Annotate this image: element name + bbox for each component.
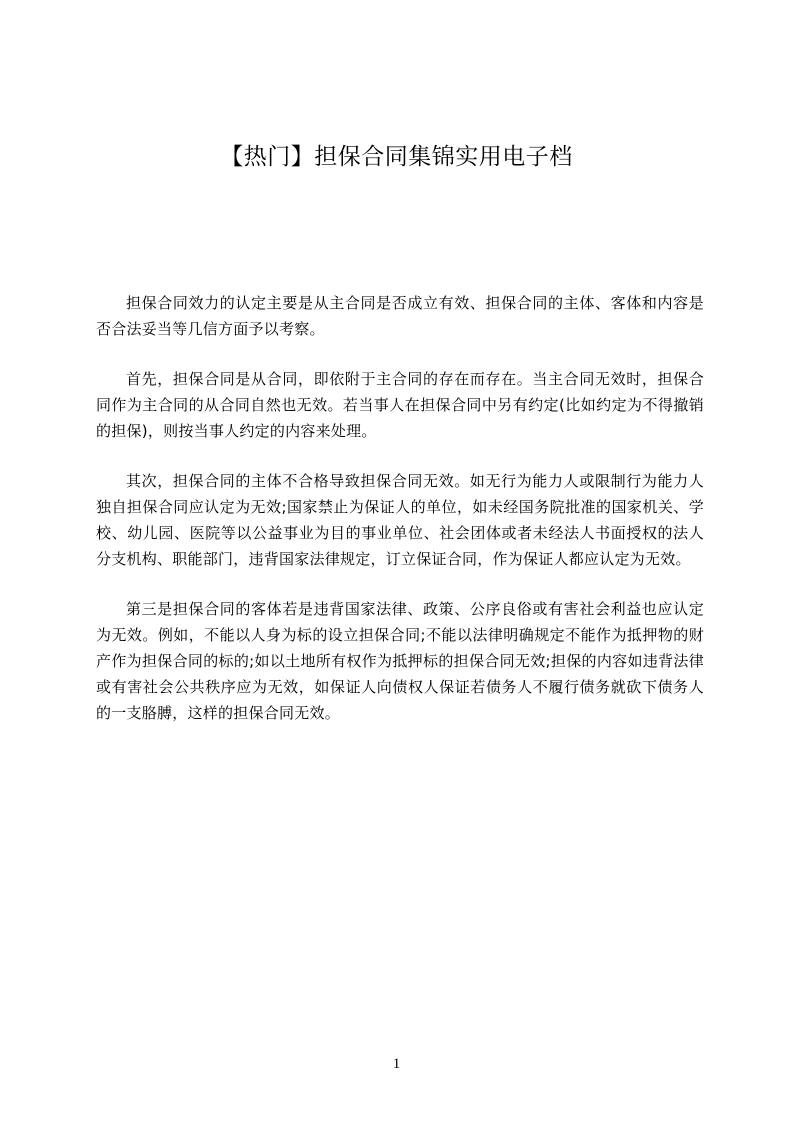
- document-body: [96, 290, 704, 750]
- paragraph-second-point: 其次，担保合同的主体不合格导致担保合同无效。如无行为能力人或限制行为能力人独自担保合同应认定为无效;国家禁止为保证人的单位，如未经国务院批准的国家机关、学校、幼儿园、医院等以公益事业为目的事业单位、社会团体或者未经法人书面授权的法人分支机构、职能部门，违背国家法律规定，订立保证合同，作为保证人都应认定为无效。: [96, 472, 704, 568]
- page-number: 1: [392, 1056, 401, 1072]
- paragraph-third-point: 第三是担保合同的客体若是违背国家法律、政策、公序良俗或有害社会利益也应认定为无效。例如，不能以人身为标的设立担保合同;不能以法律明确规定不能作为抵押物的财产作为担保合同的标的;如以土地所有权作为抵押标的担保合同无效;担保的内容如违背法律或有害社会公共秩序应为无效，如保证人向债权人保证若债务人不履行债务就砍下债务人的一支胳膊，这样的担保合同无效。: [96, 600, 704, 722]
- paragraph-validity-overview: 担保合同效力的认定主要是从主合同是否成立有效、担保合同的主体、客体和内容是否合法妥当等几信方面予以考察。: [96, 294, 704, 338]
- document-title: 【热门】担保合同集锦实用电子档: [220, 144, 573, 170]
- paragraph-first-point: 首先，担保合同是从合同，即依附于主合同的存在而存在。当主合同无效时，担保合同作为主合同的从合同自然也无效。若当事人在担保合同中另有约定(比如约定为不得撤销的担保)，则按当事人约定的内容来处理。: [96, 370, 704, 440]
